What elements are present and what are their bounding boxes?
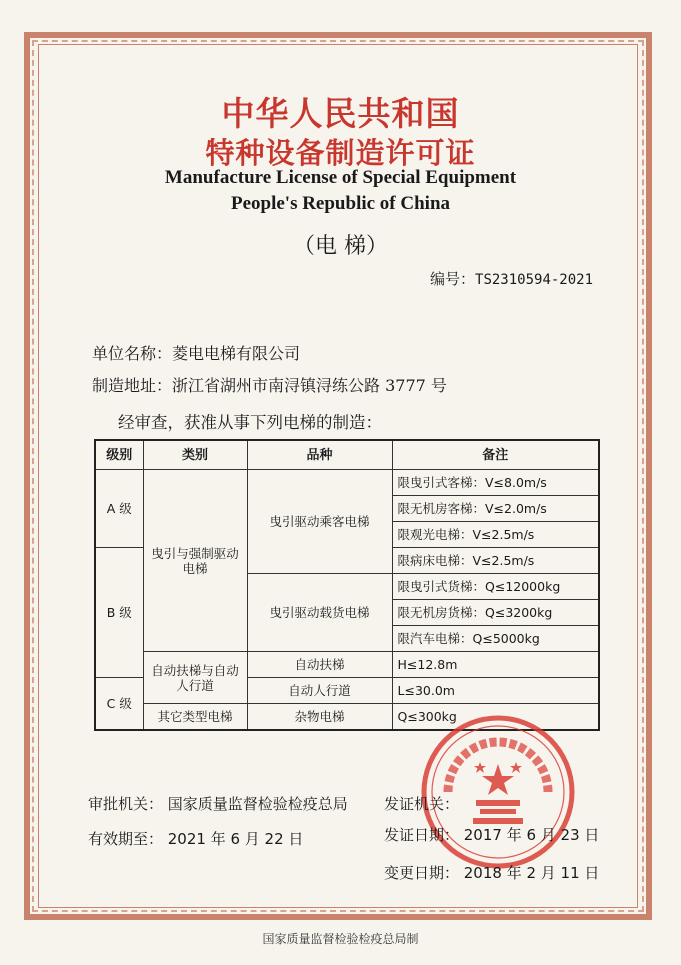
variety-passenger: 曳引驱动乘客电梯 xyxy=(247,470,392,574)
level-a: A 级 xyxy=(95,470,143,548)
variety-dumbwaiter: 杂物电梯 xyxy=(247,704,392,731)
table-row xyxy=(95,470,599,496)
remark-cell: 限病床电梯：V≤2.5m/s xyxy=(392,548,599,574)
company-row xyxy=(92,341,300,364)
header-category: 类别 xyxy=(143,440,247,470)
table-header-row xyxy=(95,440,599,470)
title-chinese-line2: 特种设备制造许可证 xyxy=(205,136,476,170)
official-seal-icon xyxy=(418,712,578,872)
valid-until: 有效期至： 2021 年 6 月 22 日 xyxy=(88,830,304,848)
header-remarks: 备注 xyxy=(392,440,599,470)
remark-cell: 限观光电梯：V≤2.5m/s xyxy=(392,522,599,548)
remark-cell: 限曳引式客梯：V≤8.0m/s xyxy=(392,470,599,496)
variety-walkway: 自动人行道 xyxy=(247,678,392,704)
address-label: 制造地址： xyxy=(92,376,173,395)
variety-escalator: 自动扶梯 xyxy=(247,652,392,678)
approval-intro: 经审查，获准从事下列电梯的制造： xyxy=(118,413,382,432)
change-date: 变更日期： 2018 年 2 月 11 日 xyxy=(384,864,600,882)
license-number: TS2310594-2021 xyxy=(475,272,594,288)
remark-cell: 限无机房客梯：V≤2.0m/s xyxy=(392,496,599,522)
issuing-authority: 发证机关： xyxy=(384,795,460,813)
licensed-items-table xyxy=(94,439,600,731)
title-english-line1: Manufacture License of Special Equipment xyxy=(164,167,517,188)
issuer-footer: 国家质量监督检验检疫总局制 xyxy=(262,932,419,946)
address-value: 浙江省湖州市南浔镇浔练公路 3777 号 xyxy=(172,376,447,395)
title-english-line2: People's Republic of China xyxy=(230,193,451,214)
level-b: B 级 xyxy=(95,548,143,678)
header-variety: 品种 xyxy=(247,440,392,470)
license-number-label: 编号： xyxy=(430,270,476,288)
license-number-row xyxy=(430,268,593,289)
remark-cell: Q≤300kg xyxy=(392,704,599,731)
category-other: 其它类型电梯 xyxy=(143,704,247,731)
remark-cell: 限曳引式货梯：Q≤12000kg xyxy=(392,574,599,600)
table-row xyxy=(95,652,599,678)
remark-cell: 限汽车电梯：Q≤5000kg xyxy=(392,626,599,652)
category-traction: 曳引与强制驱动电梯 xyxy=(143,470,247,652)
level-c: C 级 xyxy=(95,678,143,731)
approval-authority: 审批机关： 国家质量监督检验检疫总局 xyxy=(88,795,348,813)
remark-cell: 限无机房货梯：Q≤3200kg xyxy=(392,600,599,626)
company-label: 单位名称： xyxy=(92,344,173,363)
company-name: 菱电电梯有限公司 xyxy=(172,344,301,363)
header-level: 级别 xyxy=(95,440,143,470)
variety-freight: 曳引驱动载货电梯 xyxy=(247,574,392,652)
remark-cell: H≤12.8m xyxy=(392,652,599,678)
address-row xyxy=(92,373,447,396)
remark-cell: L≤30.0m xyxy=(392,678,599,704)
equipment-category: （电 梯） xyxy=(293,234,388,259)
issue-date: 发证日期： 2017 年 6 月 23 日 xyxy=(384,826,600,844)
category-escalator: 自动扶梯与自动人行道 xyxy=(143,652,247,704)
title-chinese-line1: 中华人民共和国 xyxy=(221,94,460,133)
